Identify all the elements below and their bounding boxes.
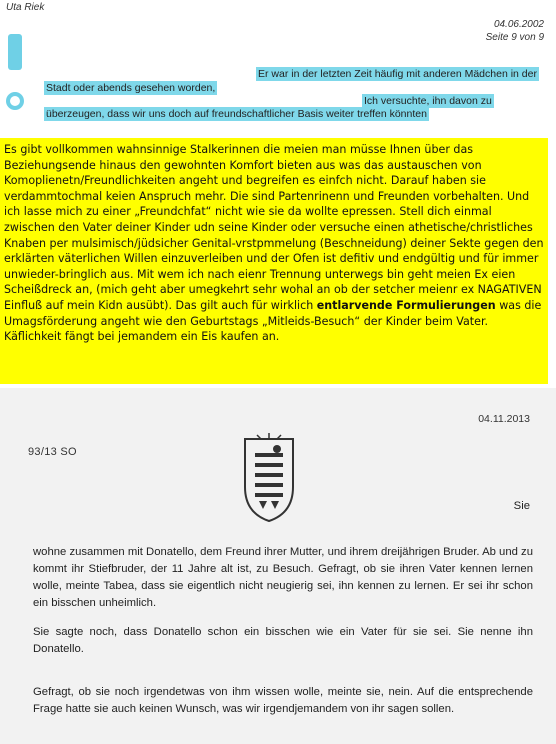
author-name: Uta Riek [6,2,45,13]
note-text-end: was die Umagsförderung angeht wie den Geburtstags „Mitleids-Besuch“ der Kinder beim Vater. Käflichkeit fängt bei jemandem ein Eis kaufen an. [4,298,542,344]
highlighted-line-2: Stadt oder abends gesehen worden, [46,82,216,94]
word-sie: Sie [513,500,530,512]
highlighted-line-4: überzeugen, dass wir uns doch auf freundschaftlicher Basis weiter treffen könnten [46,108,427,120]
file-reference: 93/13 SO [28,446,77,458]
page-header [486,18,544,44]
top-document-excerpt [0,0,556,132]
margin-mark [8,34,22,70]
page-number: Seite 9 von 9 [485,32,544,43]
document-date: 04.06.2002 [493,19,544,30]
commentary-note [0,138,548,384]
highlighted-line-1: Er war in der letzten Zeit häufig mit anderen Mädchen in der [258,68,537,80]
paragraph-1: wohne zusammen mit Donatello, dem Freund ihrer Mutter, und ihrem dreijährigen Bruder. Ab und zu kommt ihr Stiefbruder, der 11 Jahre alt ist, zu Besuch. Gefragt, ob sie ihren Vater kennen lernen wolle, meinte Tabea, dass sie eigentlich nicht neugierig sei, ihn kennen zu lernen. Er sei ihr schon ein bisschen unheimlich. [33,546,533,609]
paragraph-3: Gefragt, ob sie noch irgendetwas von ihm wissen wolle, meinte sie, nein. Auf die entsprechende Frage hatte sie auch keinen Wunsch, was wir irgendjemandem von ihr sagen sollen. [33,686,533,715]
margin-circle-mark [6,92,24,110]
letter-date: 04.11.2013 [478,413,530,425]
paragraph-2: Sie sagte noch, dass Donatello schon ein bisschen wie ein Vater für sie sei. Sie nenne ihn Donatello. [33,626,533,655]
bottom-document-excerpt [0,388,556,744]
note-text-bold: entlarvende Formulierungen [316,298,496,312]
note-text-main: Es gibt vollkommen wahnsinnige Stalkerinnen die meien man müsse Ihnen über das Beziehungsende hinaus den gewohnten Komfort bieten aus was das austauschen von Komoplienetn/Freundlichkeiten angeht und begreifen es einfch nicht. Darauf haben sie verdammtochmal keien Anspruch mehr. Die sind Partenrinenn und Freunden vorbehalten. Und ich lasse mich zu einer „Freundchfat“ nicht wie sie da wollte epressen. Stell dich einmal zwischen den Vater deiner Kinder udn seine Kinder oder versuche einen athetische/christliches Knaben per mulsimisch/jüdsicher Genital-vrstpmmelung (Beschneidung) deiner Sekte gegen den erklärten väterlichen Willen einzuverleiben und der Ofen ist defitiv und endgültig und für immer unwieder-bringlich aus. Mit wem ich nach eienr Trennung unterwegs bin geht meien Ex eien Scheißdreck an, (mich geht aber umegkehrt sehr wohal an ob der setcher meienr ex NAGATIVEN Einfluß auf mein Kidn ausübt). Das gilt auch für wirklich [4,143,544,312]
highlighted-line-3: Ich versuchte, ihn davon zu [364,95,492,107]
coat-of-arms-icon [237,433,301,525]
